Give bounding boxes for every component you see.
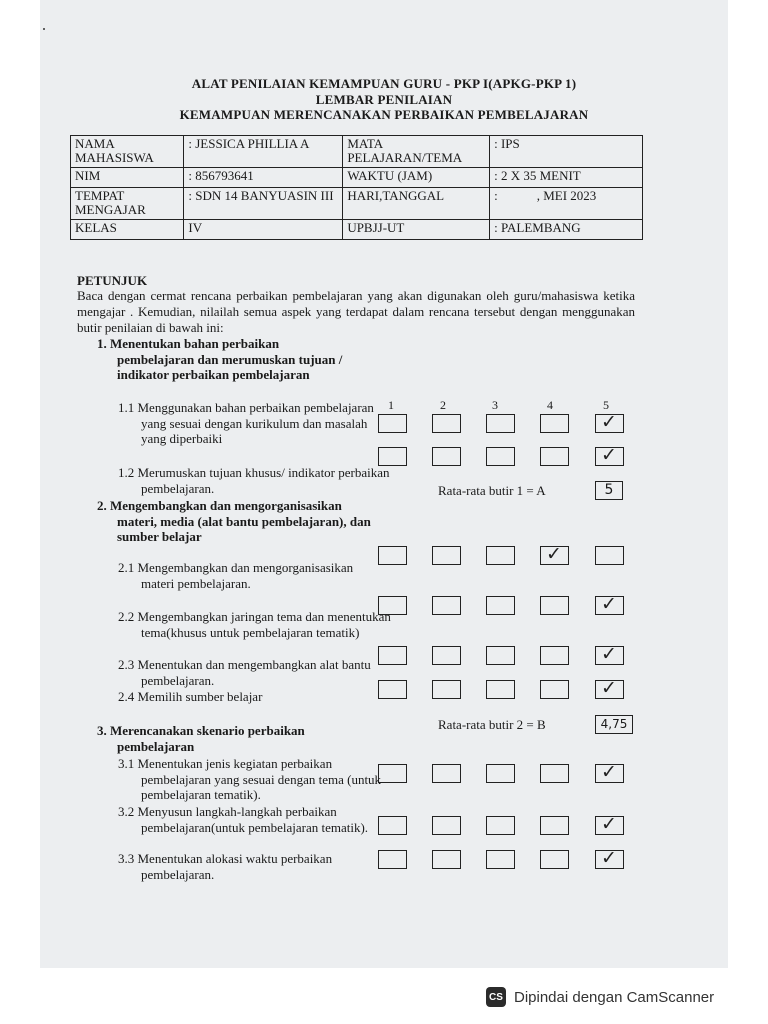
check-mark-icon: ✓	[601, 677, 617, 699]
table-cell: : SDN 14 BANYUASIN III	[184, 188, 343, 220]
instructions-heading: PETUNJUK	[77, 273, 148, 288]
rating-box[interactable]	[432, 816, 461, 835]
rating-box[interactable]	[432, 546, 461, 565]
average-2-label: Rata-rata butir 2 = B	[438, 717, 546, 732]
rating-box[interactable]	[432, 596, 461, 615]
check-mark-icon: ✓	[601, 411, 617, 433]
item-3-1: 3.1 Menentukan jenis kegiatan perbaikan pembelajaran yang sesuai dengan tema (untuk pembelajaran tematik).	[118, 756, 382, 802]
table-cell: KELAS	[71, 220, 184, 240]
form-title: ALAT PENILAIAN KEMAMPUAN GURU - PKP I(APKG-PKP 1)	[191, 76, 577, 91]
rating-box[interactable]	[540, 646, 569, 665]
section-2-title: 2. Mengembangkan dan mengorganisasikan materi, media (alat bantu pembelajaran), dan sumber belajar	[97, 498, 371, 544]
rating-box[interactable]	[486, 646, 515, 665]
camscanner-logo-icon: CS	[486, 987, 506, 1007]
table-cell: HARI,TANGGAL	[343, 188, 490, 220]
scale-4: 4	[547, 398, 553, 412]
rating-box[interactable]	[595, 546, 624, 565]
table-cell: IV	[184, 220, 343, 240]
rating-box[interactable]	[432, 764, 461, 783]
rating-box[interactable]	[486, 850, 515, 869]
rating-box[interactable]	[432, 850, 461, 869]
rating-box[interactable]	[432, 447, 461, 466]
form-subtitle: LEMBAR PENILAIAN	[315, 92, 453, 107]
average-2-value: 4,75	[595, 715, 633, 734]
rating-box[interactable]	[540, 764, 569, 783]
table-cell: : 2 X 35 MENIT	[490, 168, 643, 188]
rating-box[interactable]	[540, 816, 569, 835]
table-cell: : IPS	[490, 136, 643, 168]
speck	[43, 28, 45, 30]
rating-box[interactable]	[378, 680, 407, 699]
average-1-value: 5	[595, 481, 623, 500]
item-2-3: 2.3 Menentukan dan mengembangkan alat bantu pembelajaran.	[118, 657, 371, 688]
check-mark-icon: ✓	[601, 643, 617, 665]
rating-box[interactable]	[486, 764, 515, 783]
table-row	[71, 136, 643, 168]
rating-box[interactable]	[540, 414, 569, 433]
watermark-text: Dipindai dengan CamScanner	[514, 988, 715, 1006]
table-cell: NAMA MAHASISWA	[71, 136, 184, 168]
scale-2: 2	[440, 398, 446, 412]
rating-box[interactable]	[540, 850, 569, 869]
rating-box[interactable]	[432, 680, 461, 699]
rating-box[interactable]	[486, 414, 515, 433]
section-3-title: 3. Merencanakan skenario perbaikan pembelajaran	[97, 723, 305, 754]
check-mark-icon: ✓	[546, 543, 562, 565]
rating-box[interactable]	[378, 816, 407, 835]
rating-box[interactable]	[540, 447, 569, 466]
table-cell: WAKTU (JAM)	[343, 168, 490, 188]
item-2-1: 2.1 Mengembangkan dan mengorganisasikan materi pembelajaran.	[118, 560, 354, 591]
table-cell: NIM	[71, 168, 184, 188]
identity-table	[70, 135, 643, 240]
rating-box[interactable]	[378, 764, 407, 783]
rating-box[interactable]	[432, 646, 461, 665]
table-row	[71, 220, 643, 240]
table-cell: UPBJJ-UT	[343, 220, 490, 240]
rating-box[interactable]	[432, 414, 461, 433]
table-row	[71, 188, 643, 220]
item-1-2: 1.2 Merumuskan tujuan khusus/ indikator perbaikan pembelajaran.	[118, 465, 390, 496]
scale-5: 5	[603, 398, 609, 412]
rating-box[interactable]	[486, 680, 515, 699]
table-row	[71, 168, 643, 188]
table-cell: : , MEI 2023	[490, 188, 643, 220]
check-mark-icon: ✓	[601, 761, 617, 783]
rating-box[interactable]	[540, 680, 569, 699]
rating-box[interactable]	[486, 596, 515, 615]
item-2-4: 2.4 Memilih sumber belajar	[118, 689, 263, 704]
table-cell: MATA PELAJARAN/TEMA	[343, 136, 490, 168]
rating-box[interactable]	[486, 816, 515, 835]
table-cell: : PALEMBANG	[490, 220, 643, 240]
check-mark-icon: ✓	[601, 847, 617, 869]
rating-box[interactable]	[378, 596, 407, 615]
rating-box[interactable]	[486, 546, 515, 565]
scale-1: 1	[388, 398, 394, 412]
rating-box[interactable]	[486, 447, 515, 466]
instructions-text: Baca dengan cermat rencana perbaikan pembelajaran yang akan digunakan oleh guru/mahasiswa ketika mengajar . Kemudian, nilailah semua aspek yang terdapat dalam rencana tersebut dengan menggunakan butir penilaian di bawah ini:	[77, 288, 635, 335]
check-mark-icon: ✓	[601, 593, 617, 615]
rating-box[interactable]	[378, 447, 407, 466]
check-mark-icon: ✓	[601, 813, 617, 835]
check-mark-icon: ✓	[601, 444, 617, 466]
scanner-watermark	[486, 987, 714, 1007]
rating-box[interactable]	[378, 646, 407, 665]
rating-box[interactable]	[378, 850, 407, 869]
item-1-1: 1.1 Menggunakan bahan perbaikan pembelajaran yang sesuai dengan kurikulum dan masalah yang diperbaiki	[118, 400, 374, 446]
average-1-label: Rata-rata butir 1 = A	[438, 483, 546, 498]
item-3-3: 3.3 Menentukan alokasi waktu perbaikan pembelajaran.	[118, 851, 333, 882]
table-cell: : 856793641	[184, 168, 343, 188]
item-2-2: 2.2 Mengembangkan jaringan tema dan menentukan tema(khusus untuk pembelajaran tematik)	[118, 609, 391, 640]
scale-3: 3	[492, 398, 498, 412]
table-cell: TEMPAT MENGAJAR	[71, 188, 184, 220]
rating-box[interactable]	[378, 414, 407, 433]
rating-box[interactable]	[540, 596, 569, 615]
item-3-2: 3.2 Menyusun langkah-langkah perbaikan pembelajaran(untuk pembelajaran tematik).	[118, 804, 369, 835]
table-cell: : JESSICA PHILLIA A	[184, 136, 343, 168]
form-heading: KEMAMPUAN MERENCANAKAN PERBAIKAN PEMBELAJARAN	[179, 107, 589, 122]
rating-box[interactable]	[378, 546, 407, 565]
section-1-title: 1. Menentukan bahan perbaikan pembelajaran dan merumuskan tujuan / indikator perbaikan pembelajaran	[97, 336, 343, 382]
